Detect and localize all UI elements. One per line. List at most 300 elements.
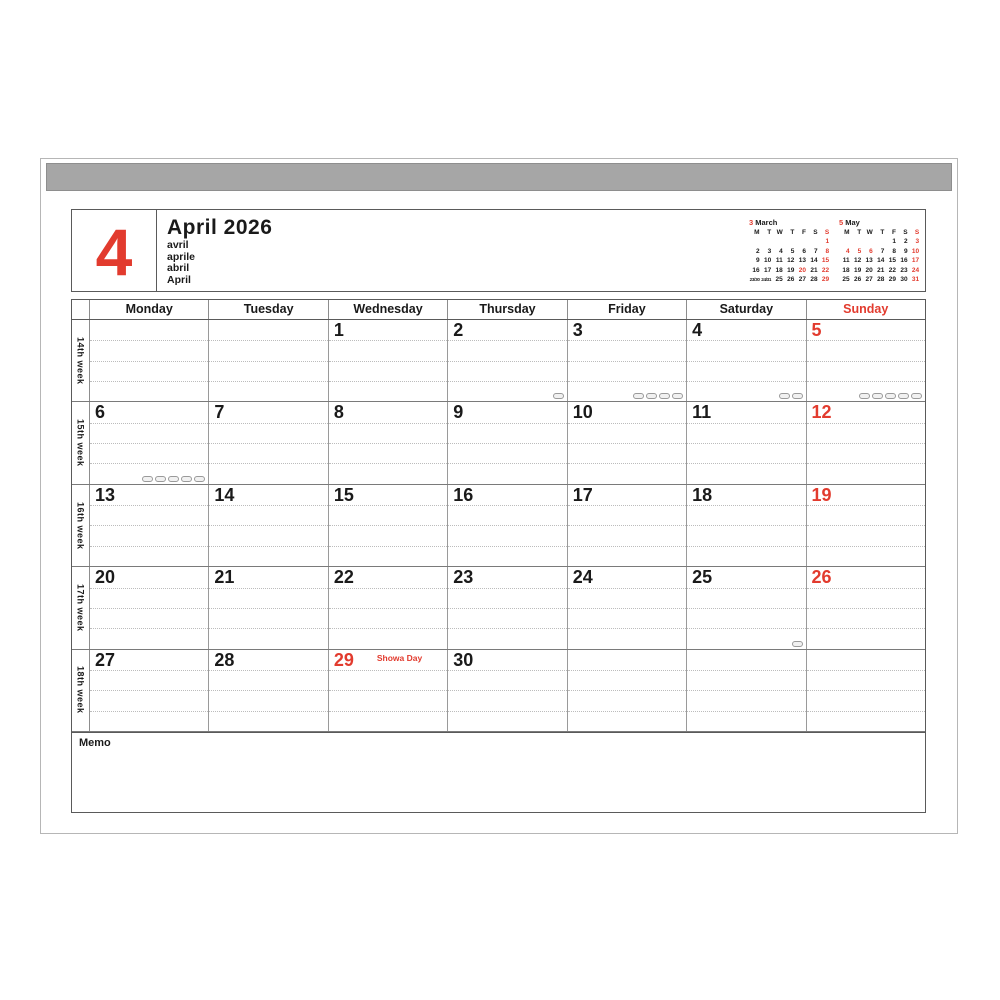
week-row xyxy=(72,650,925,732)
date-number: 6 xyxy=(95,402,106,423)
mini-day-cell: 10 xyxy=(763,257,772,265)
day-header-wednesday: Wednesday xyxy=(329,300,448,319)
ruled-dotted-line xyxy=(448,525,566,526)
month-number-cell xyxy=(72,210,157,291)
week-row xyxy=(72,402,925,484)
ruled-dotted-line xyxy=(448,628,566,629)
ruled-dotted-line xyxy=(209,505,327,506)
ruled-dotted-line xyxy=(448,463,566,464)
mini-day-cell xyxy=(795,237,807,246)
ruled-dotted-line xyxy=(90,381,208,382)
day-cell xyxy=(687,320,806,401)
marker-badge xyxy=(859,393,870,399)
ruled-dotted-line xyxy=(209,381,327,382)
ruled-dotted-line xyxy=(329,608,447,609)
memo-label: Memo xyxy=(79,736,111,749)
mini-day-cell: 20 xyxy=(798,266,806,274)
ruled-dotted-line xyxy=(329,443,447,444)
ruled-dotted-line xyxy=(687,443,805,444)
date-number: 29 xyxy=(333,649,354,670)
mini-day-cell: 29 xyxy=(821,275,830,283)
marker-badge xyxy=(911,393,922,399)
marker-badge xyxy=(672,393,683,399)
ruled-dotted-line xyxy=(807,381,925,382)
ruled-dotted-line xyxy=(687,628,805,629)
day-cell xyxy=(209,485,328,566)
ruled-dotted-line xyxy=(329,525,447,526)
date-number: 1 xyxy=(333,320,344,340)
ruled-dotted-line xyxy=(329,588,447,589)
ruled-dotted-line xyxy=(90,690,208,691)
ruled-dotted-line xyxy=(568,711,686,712)
week-label: 17th week xyxy=(75,584,86,632)
ruled-dotted-line xyxy=(90,588,208,589)
ruled-dotted-line xyxy=(209,423,327,424)
date-number: 23 xyxy=(453,567,474,588)
mini-day-cell: 9 xyxy=(755,257,760,265)
day-header-tuesday: Tuesday xyxy=(209,300,328,319)
mini-day-cell: 7 xyxy=(880,247,885,255)
mini-day-cell: 24 xyxy=(911,266,920,274)
marker-badge xyxy=(885,393,896,399)
week-row xyxy=(72,320,925,402)
week-label-corner xyxy=(72,300,90,319)
mini-day-cell: 12 xyxy=(787,257,795,265)
week-label-cell xyxy=(72,650,90,731)
day-cell xyxy=(568,485,687,566)
ruled-dotted-line xyxy=(209,690,327,691)
mini-day-cell: 27 xyxy=(798,275,806,283)
mini-day-cell: 15 xyxy=(888,257,896,265)
ruled-dotted-line xyxy=(90,443,208,444)
ruled-dotted-line xyxy=(687,340,805,341)
mini-day-cell: 19 xyxy=(853,266,862,274)
mini-day-header: T xyxy=(790,229,795,236)
date-number: 5 xyxy=(811,320,822,340)
mini-calendar-grid xyxy=(749,228,831,284)
ruled-dotted-line xyxy=(568,608,686,609)
mini-day-cell: 13 xyxy=(865,257,873,265)
date-number: 7 xyxy=(214,402,225,423)
mini-day-header: S xyxy=(914,229,920,236)
mini-day-cell: 22 xyxy=(888,266,896,274)
ruled-dotted-line xyxy=(209,670,327,671)
ruled-dotted-line xyxy=(329,361,447,362)
ruled-dotted-line xyxy=(687,525,805,526)
ruled-dotted-line xyxy=(90,340,208,341)
ruled-dotted-line xyxy=(807,340,925,341)
mini-day-cell: 14 xyxy=(877,257,885,265)
week-label: 16th week xyxy=(75,501,86,550)
day-cell xyxy=(209,320,328,401)
ruled-dotted-line xyxy=(209,588,327,589)
ruled-dotted-line xyxy=(568,423,686,424)
date-number: 9 xyxy=(453,402,464,423)
calendar-grid xyxy=(71,299,926,813)
ruled-dotted-line xyxy=(448,423,566,424)
ruled-dotted-line xyxy=(568,505,686,506)
ruled-dotted-line xyxy=(687,463,805,464)
day-cell xyxy=(448,402,567,483)
mini-day-cell: 3 xyxy=(767,247,772,255)
mini-calendar-title xyxy=(749,218,831,227)
ruled-dotted-line xyxy=(90,711,208,712)
ruled-dotted-line xyxy=(329,711,447,712)
day-cell xyxy=(687,650,806,731)
day-cell xyxy=(687,485,806,566)
mini-day-cell: 31 xyxy=(911,275,920,283)
mini-day-cell: 8 xyxy=(892,247,896,255)
week-label-cell xyxy=(72,485,90,566)
date-number: 26 xyxy=(811,567,832,588)
ruled-dotted-line xyxy=(568,546,686,547)
marker-badge xyxy=(646,393,657,399)
mini-day-cell: 16 xyxy=(752,266,760,274)
ruled-dotted-line xyxy=(568,381,686,382)
ruled-dotted-line xyxy=(568,340,686,341)
marker-badge xyxy=(792,393,803,399)
ruled-dotted-line xyxy=(687,361,805,362)
mini-day-cell: 14 xyxy=(810,257,818,265)
date-number: 18 xyxy=(692,484,713,505)
mini-day-cell: 30 xyxy=(900,275,908,283)
ruled-dotted-line xyxy=(90,608,208,609)
ruled-dotted-line xyxy=(568,463,686,464)
week-row xyxy=(72,567,925,649)
mini-calendar-may xyxy=(839,218,921,284)
ruled-dotted-line xyxy=(209,546,327,547)
mini-day-header: S xyxy=(903,229,908,236)
marker-badge xyxy=(181,476,192,482)
day-cell xyxy=(209,567,328,648)
ruled-dotted-line xyxy=(209,463,327,464)
week-label: 15th week xyxy=(75,419,86,467)
ruled-dotted-line xyxy=(448,381,566,382)
date-number: 21 xyxy=(214,567,235,588)
marker-badges xyxy=(633,393,683,399)
ruled-dotted-line xyxy=(807,423,925,424)
ruled-dotted-line xyxy=(209,361,327,362)
mini-day-header: S xyxy=(813,229,818,236)
mini-day-cell: 5 xyxy=(790,247,795,255)
month-header xyxy=(71,209,926,292)
mini-day-cell xyxy=(761,237,773,246)
ruled-dotted-line xyxy=(448,608,566,609)
ruled-dotted-line xyxy=(568,361,686,362)
ruled-dotted-line xyxy=(807,690,925,691)
ruled-dotted-line xyxy=(807,711,925,712)
ruled-dotted-line xyxy=(568,670,686,671)
ruled-dotted-line xyxy=(209,340,327,341)
mini-day-header: M xyxy=(844,229,850,236)
date-number: 4 xyxy=(692,320,703,340)
ruled-dotted-line xyxy=(448,670,566,671)
date-number: 10 xyxy=(572,402,593,423)
date-number: 13 xyxy=(95,484,116,505)
ruled-dotted-line xyxy=(90,505,208,506)
marker-badges xyxy=(792,641,803,647)
calendar-page xyxy=(40,158,958,834)
mini-day-cell: 26 xyxy=(787,275,795,283)
ruled-dotted-line xyxy=(448,546,566,547)
ruled-dotted-line xyxy=(90,628,208,629)
mini-day-cell: 23/30 xyxy=(749,276,760,282)
marker-badge xyxy=(633,393,644,399)
day-cell xyxy=(568,650,687,731)
day-cell xyxy=(807,567,925,648)
ruled-dotted-line xyxy=(90,463,208,464)
date-number: 17 xyxy=(572,484,593,505)
ruled-dotted-line xyxy=(209,711,327,712)
mini-day-cell: 8 xyxy=(825,247,830,255)
ruled-dotted-line xyxy=(329,340,447,341)
date-number: 19 xyxy=(811,484,832,505)
mini-day-cell: 15 xyxy=(821,257,830,265)
date-number: 15 xyxy=(333,484,354,505)
ruled-dotted-line xyxy=(807,443,925,444)
ruled-dotted-line xyxy=(448,340,566,341)
day-cell xyxy=(329,567,448,648)
ruled-dotted-line xyxy=(329,381,447,382)
ruled-dotted-line xyxy=(448,690,566,691)
ruled-dotted-line xyxy=(329,628,447,629)
week-label-cell xyxy=(72,567,90,648)
date-number: 11 xyxy=(692,402,712,423)
mini-day-cell: 2 xyxy=(903,238,908,246)
date-number: 2 xyxy=(453,320,464,340)
mini-day-header: M xyxy=(754,229,760,236)
ruled-dotted-line xyxy=(448,588,566,589)
marker-badges xyxy=(859,393,922,399)
day-header-row xyxy=(72,300,925,320)
mini-day-cell xyxy=(851,237,863,246)
day-cell xyxy=(807,650,925,731)
day-cell xyxy=(209,650,328,731)
day-cell xyxy=(90,485,209,566)
mini-day-cell: 25 xyxy=(775,275,783,283)
ruled-dotted-line xyxy=(329,505,447,506)
ruled-dotted-line xyxy=(807,546,925,547)
ruled-dotted-line xyxy=(448,711,566,712)
day-header-thursday: Thursday xyxy=(448,300,567,319)
mini-day-cell: 28 xyxy=(877,275,885,283)
ruled-dotted-line xyxy=(448,443,566,444)
mini-day-cell: 23 xyxy=(900,266,908,274)
mini-day-cell xyxy=(874,237,886,246)
marker-badge xyxy=(553,393,564,399)
marker-badge xyxy=(142,476,153,482)
memo-section xyxy=(72,732,925,814)
week-label-cell xyxy=(72,402,90,483)
mini-day-cell: 4 xyxy=(845,247,850,255)
month-title: April 2026 xyxy=(167,216,273,239)
mini-day-header: F xyxy=(801,229,806,236)
day-cell xyxy=(807,320,925,401)
mini-day-cell: 24/31 xyxy=(761,276,772,282)
ruled-dotted-line xyxy=(687,546,805,547)
ruled-dotted-line xyxy=(687,588,805,589)
mini-day-cell xyxy=(862,237,874,246)
mini-calendar-march xyxy=(749,218,831,284)
ruled-dotted-line xyxy=(329,463,447,464)
date-number: 16 xyxy=(453,484,474,505)
day-cell xyxy=(329,485,448,566)
ruled-dotted-line xyxy=(90,546,208,547)
marker-badge xyxy=(168,476,179,482)
date-number: 30 xyxy=(453,649,474,670)
mini-day-cell: 3 xyxy=(915,238,920,246)
day-cell xyxy=(568,320,687,401)
mini-day-header: T xyxy=(767,229,772,236)
day-cell xyxy=(329,650,448,731)
date-number: 20 xyxy=(95,567,116,588)
ruled-dotted-line xyxy=(90,361,208,362)
mini-day-header: T xyxy=(857,229,862,236)
mini-day-cell: 22 xyxy=(821,266,830,274)
ruled-dotted-line xyxy=(568,628,686,629)
mini-day-cell: 27 xyxy=(865,275,873,283)
mini-day-cell: 6 xyxy=(869,247,873,255)
ruled-dotted-line xyxy=(329,423,447,424)
day-header-friday: Friday xyxy=(568,300,687,319)
mini-day-cell: 26 xyxy=(853,275,862,283)
ruled-dotted-line xyxy=(209,443,327,444)
day-cell xyxy=(807,485,925,566)
day-cell xyxy=(329,320,448,401)
mini-day-header: T xyxy=(880,229,885,236)
mini-calendar-title xyxy=(839,218,921,227)
ruled-dotted-line xyxy=(209,628,327,629)
ruled-dotted-line xyxy=(687,670,805,671)
mini-day-header: F xyxy=(891,229,896,236)
mini-day-cell xyxy=(839,237,851,246)
date-number: 8 xyxy=(333,402,344,423)
mini-day-cell: 9 xyxy=(903,247,908,255)
ruled-dotted-line xyxy=(568,690,686,691)
month-subtitle: aprile xyxy=(167,250,196,263)
holiday-label: Showa Day xyxy=(376,652,423,663)
ruled-dotted-line xyxy=(807,463,925,464)
ruled-dotted-line xyxy=(687,711,805,712)
ruled-dotted-line xyxy=(807,588,925,589)
day-header-monday: Monday xyxy=(90,300,209,319)
week-rows xyxy=(72,320,925,732)
date-number: 24 xyxy=(572,567,593,588)
mini-calendar-grid xyxy=(839,228,921,284)
date-number: 12 xyxy=(811,402,832,423)
ruled-dotted-line xyxy=(329,546,447,547)
day-cell xyxy=(568,567,687,648)
week-label-cell xyxy=(72,320,90,401)
ruled-dotted-line xyxy=(448,505,566,506)
month-subtitles xyxy=(167,240,272,286)
date-number: 27 xyxy=(95,649,116,670)
ruled-dotted-line xyxy=(329,690,447,691)
date-number: 3 xyxy=(572,320,583,340)
day-header-sunday: Sunday xyxy=(843,302,889,316)
mini-calendar-month-name: March xyxy=(753,218,778,227)
mini-day-cell xyxy=(772,237,784,246)
day-cell xyxy=(90,402,209,483)
ruled-dotted-line xyxy=(329,670,447,671)
week-row xyxy=(72,485,925,567)
mini-calendar-month-number: 3 xyxy=(749,218,754,227)
day-cell xyxy=(90,567,209,648)
month-title-area xyxy=(157,210,272,291)
mini-day-header: W xyxy=(866,229,873,236)
ruled-dotted-line xyxy=(807,608,925,609)
mini-day-cell: 25 xyxy=(842,275,850,283)
mini-day-cell xyxy=(749,237,761,246)
day-header-saturday: Saturday xyxy=(687,300,806,319)
marker-badge xyxy=(872,393,883,399)
mini-day-cell: 21 xyxy=(877,266,885,274)
mini-calendar-month-number: 5 xyxy=(839,218,844,227)
month-number: 4 xyxy=(95,214,133,289)
mini-day-cell: 20 xyxy=(865,266,873,274)
ruled-dotted-line xyxy=(807,670,925,671)
mini-day-cell: 2 xyxy=(755,247,760,255)
marker-badge xyxy=(155,476,166,482)
date-number: 22 xyxy=(333,567,354,588)
month-subtitle: abril xyxy=(167,262,190,274)
marker-badge xyxy=(659,393,670,399)
mini-day-cell: 28 xyxy=(810,275,818,283)
ruled-dotted-line xyxy=(568,443,686,444)
mini-day-cell: 13 xyxy=(798,257,806,265)
day-cell xyxy=(448,485,567,566)
mini-day-cell: 17 xyxy=(911,257,920,265)
mini-day-cell: 21 xyxy=(810,266,818,274)
mini-day-cell: 19 xyxy=(787,266,795,274)
marker-badge xyxy=(792,641,803,647)
ruled-dotted-line xyxy=(448,361,566,362)
mini-day-cell xyxy=(807,237,819,246)
ruled-dotted-line xyxy=(687,381,805,382)
mini-day-cell: 18 xyxy=(775,266,783,274)
week-label: 18th week xyxy=(75,666,86,715)
ruled-dotted-line xyxy=(687,423,805,424)
day-cell xyxy=(568,402,687,483)
mini-day-cell: 12 xyxy=(853,257,862,265)
mini-calendar-month-name: May xyxy=(843,218,860,227)
mini-day-cell: 1 xyxy=(892,238,896,246)
day-cell xyxy=(329,402,448,483)
month-subtitle: April xyxy=(167,273,191,286)
marker-badges xyxy=(142,476,205,482)
mini-day-cell: 5 xyxy=(857,247,862,255)
ruled-dotted-line xyxy=(807,525,925,526)
mini-day-cell: 4 xyxy=(779,247,783,255)
binding-bar xyxy=(46,163,952,191)
day-cell xyxy=(687,567,806,648)
mini-day-cell: 11 xyxy=(842,257,850,265)
day-cell xyxy=(448,567,567,648)
mini-calendars xyxy=(749,218,921,284)
ruled-dotted-line xyxy=(687,690,805,691)
month-subtitle: avril xyxy=(167,239,189,251)
mini-day-cell: 18 xyxy=(842,266,850,274)
ruled-dotted-line xyxy=(568,525,686,526)
mini-day-cell: 10 xyxy=(911,247,920,255)
mini-day-header: S xyxy=(824,229,830,236)
ruled-dotted-line xyxy=(807,505,925,506)
mini-day-cell: 1 xyxy=(825,238,830,246)
date-number: 14 xyxy=(214,484,235,505)
mini-day-cell: 11 xyxy=(775,257,783,265)
marker-badge xyxy=(898,393,909,399)
marker-badge xyxy=(194,476,205,482)
